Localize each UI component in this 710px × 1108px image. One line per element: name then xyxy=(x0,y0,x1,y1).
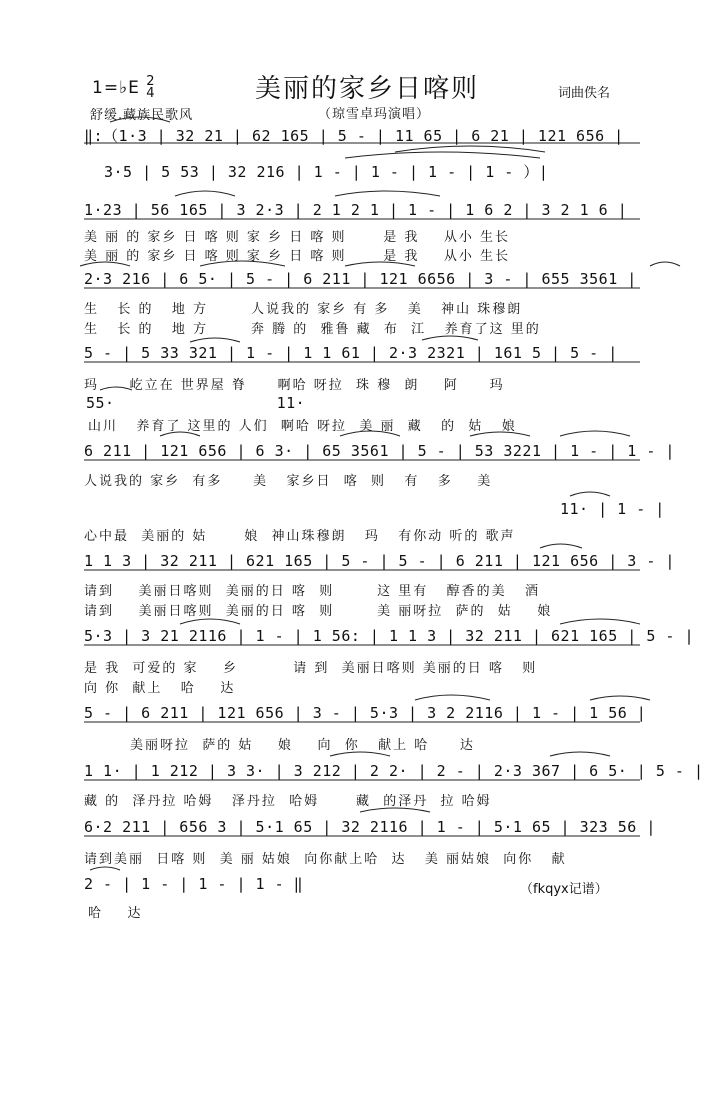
notation-line-5b: 55· 11· xyxy=(86,394,306,412)
lyric-line-3b: 美 丽 的 家乡 日 喀 则 家 乡 日 喀 则 是 我 从小 生长 xyxy=(84,249,511,264)
lyric-line-4b: 生 长 的 地 方 奔 腾 的 雅鲁 藏 布 江 养育了这 里的 xyxy=(84,322,541,337)
notation-line-1: ‖:（1·3 | 32 21 | 62 165 | 5 - | 11 65 | 6 21 | 121 656 | xyxy=(84,127,624,145)
lyric-line-3a: 美 丽 的 家乡 日 喀 则 家 乡 日 喀 则 是 我 从小 生长 xyxy=(84,230,511,245)
time-signature: 2 4 xyxy=(146,74,156,101)
notation-line-11: 6·2 211 | 656 3 | 5·1 65 | 32 2116 | 1 - | 5·1 65 | 323 56 | xyxy=(84,818,656,836)
lyric-line-9: 美丽呀拉 萨的 姑 娘 向 你 献上 哈 达 xyxy=(130,738,475,753)
lyric-line-12: 哈 达 xyxy=(88,906,143,921)
notation-line-12: 2 - | 1 - | 1 - | 1 - ‖ xyxy=(84,875,304,893)
notation-line-8: 5·3 | 3 21 2116 | 1 - | 1 56: | 1 1 3 | 32 211 | 621 165 | 5 - | xyxy=(84,627,694,645)
notation-line-9: 5 - | 6 211 | 121 656 | 3 - | 5·3 | 3 2 2116 | 1 - | 1 56 | xyxy=(84,704,647,722)
credit: 词曲佚名 xyxy=(558,86,611,101)
notation-line-7: 1 1 3 | 32 211 | 621 165 | 5 - | 5 - | 6 211 | 121 656 | 3 - | xyxy=(84,552,675,570)
transcriber-note: （fkqyx记谱） xyxy=(520,882,608,897)
notation-line-4: 2·3 216 | 6 5· | 5 - | 6 211 | 121 6656 | 3 - | 655 3561 | xyxy=(84,270,637,288)
lyric-line-7a: 请到 美丽日喀则 美丽的日 喀 则 这 里有 醇香的美 酒 xyxy=(84,584,541,599)
notation-line-6b: 11· | 1 - | xyxy=(560,500,665,518)
notation-line-6: 6 211 | 121 656 | 6 3· | 65 3561 | 5 - | 53 3221 | 1 - | 1 - | xyxy=(84,442,675,460)
lyric-line-11: 请到美丽 日喀 则 美 丽 姑娘 向你献上哈 达 美 丽姑娘 向你 献 xyxy=(84,852,567,867)
lyric-line-5b: 山川 养育了 这里的 人们 啊哈 呀拉 美 丽 藏 的 姑 娘 xyxy=(88,419,517,434)
notation-line-2: 3·5 | 5 53 | 32 216 | 1 - | 1 - | 1 - | 1 - ）| xyxy=(104,163,549,181)
notation-line-3: 1·23 | 56 165 | 3 2·3 | 2 1 2 1 | 1 - | 1 6 2 | 3 2 1 6 | xyxy=(84,201,628,219)
song-title: 美丽的家乡日喀则 xyxy=(255,74,480,104)
lyric-line-8a: 是 我 可爱的 家 乡 请 到 美丽日喀则 美丽的日 喀 则 xyxy=(84,661,538,676)
lyric-line-4a: 生 长 的 地 方 人说我的 家乡 有 多 美 神山 珠穆朗 xyxy=(84,302,523,317)
lyric-line-6: 人说我的 家乡 有多 美 家乡日 喀 则 有 多 美 xyxy=(84,474,493,489)
singer: （琼雪卓玛演唱） xyxy=(318,107,431,122)
notation-line-5: 5 - | 5 33 321 | 1 - | 1 1 61 | 2·3 2321 | 161 5 | 5 - | xyxy=(84,344,618,362)
notation-line-10: 1 1· | 1 212 | 3 3· | 3 212 | 2 2· | 2 - | 2·3 367 | 6 5· | 5 - | xyxy=(84,762,704,780)
lyric-line-7b: 请到 美丽日喀则 美丽的日 喀 则 美 丽呀拉 萨的 姑 娘 xyxy=(84,604,553,619)
lyric-line-8b: 向 你 献上 哈 达 xyxy=(84,681,236,696)
lyric-line-5: 玛 屹立在 世界屋 脊 啊哈 呀拉 珠 穆 朗 阿 玛 xyxy=(84,378,505,393)
tempo-style: 舒缓.藏族民歌风 xyxy=(90,108,194,123)
flat-sign: ♭ xyxy=(119,78,129,98)
lyric-line-10: 藏 的 泽丹拉 哈姆 泽丹拉 哈姆 藏 的泽丹 拉 哈姆 xyxy=(84,794,492,809)
lyric-line-6b: 心中最 美丽的 姑 娘 神山珠穆朗 玛 有你动 听的 歌声 xyxy=(84,529,516,544)
key-signature: 1=♭E 2 4 xyxy=(92,74,156,101)
